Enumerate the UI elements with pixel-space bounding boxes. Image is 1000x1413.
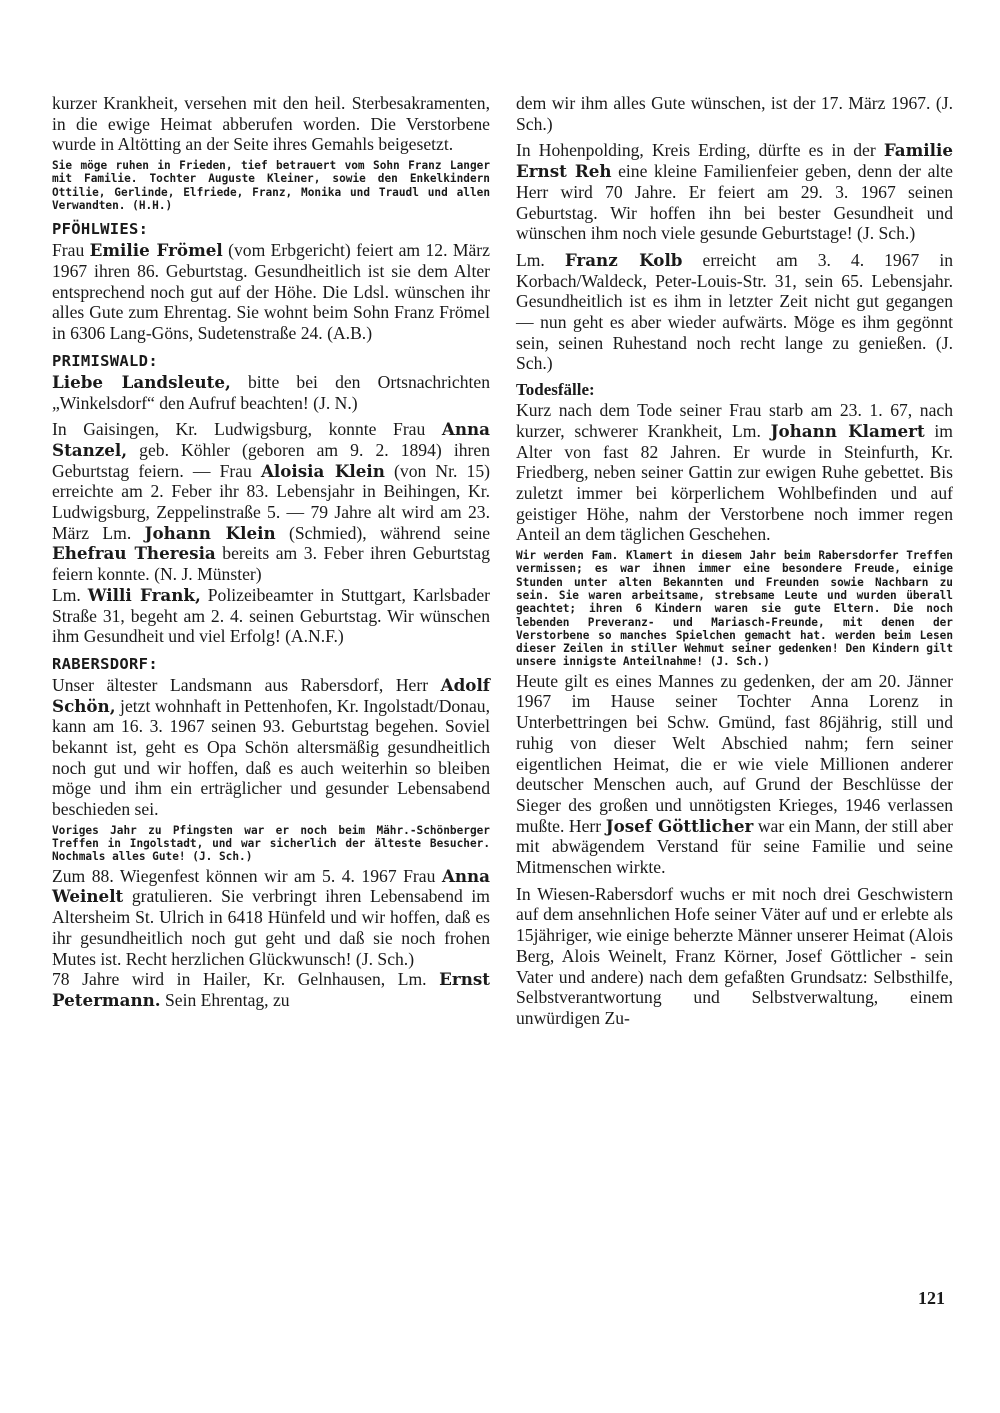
paragraph-froemel: Frau Emilie Frömel (vom Erbgericht) feiert am 12. März 1967 ihren 86. Geburtstag. Gesundheitlich ist sie dem Alter entsprechend noch gut auf der Höhe. Die Ldsl. wünschen ihr alles Gute zum Ehrentag. Sie wohnt beim Sohn Franz Frömel in 6306 Lang-Göns, Sudetenstraße 24. (A.B.) [52,240,490,344]
paragraph-obituary-end: kurzer Krankheit, versehen mit den heil. Sterbesakramenten, in die ewige Heimat abberufen worden. Die Verstorbene wurde in Altötting an der Seite ihres Gemahls beigesetzt. [52,93,490,155]
paragraph-reh: In Hohenpolding, Kreis Erding, dürfte es in der Familie Ernst Reh eine kleine Familienfeier geben, denn der alte Herr wird 70 Jahre. Er feiert am 29. 3. 1967 seinen Geburtstag. Wir hoffen ihn bei bester Gesundheit und wünschen ihm noch viele gesunde Geburtstage! (J. Sch.) [516,140,953,244]
paragraph-kolb: Lm. Franz Kolb erreicht am 3. 4. 1967 in Korbach/Waldeck, Peter-Louis-Str. 31, sein 65. Lebensjahr. Gesundheitlich ist es ihm in letzter Zeit nicht gut gegangen — nun geht es aber wieder aufwärts. Möge es ihm gegönnt sein, seinen Ruhestand noch recht lange zu genießen. (J. Sch.) [516,249,953,374]
paragraph-frank: Lm. Willi Frank, Polizeibeamter in Stuttgart, Karlsbader Straße 31, begeht am 2. 4. seinen Geburtstag. Wir wünschen ihm Gesundheit und viel Erfolg! (A.N.F.) [52,584,491,647]
note-pfingsten: Voriges Jahr zu Pfingsten war er noch beim Mähr.-Schönberger Treffen in Ingolstadt, und war sicherlich der älteste Besucher. Nochmals alles Gute! (J. Sch.) [52,823,490,864]
left-column [52,93,490,1011]
heading-rabersdorf: RABERSDORF: [52,654,158,673]
heading-todesfaelle: Todesfälle: [516,380,595,400]
paragraph-schoen: Unser ältester Landsmann aus Rabersdorf, Herr Adolf Schön, jetzt wohnhaft in Pettenhofen, Kr. Ingolstadt/Donau, kann am 16. 3. 1967 seinen 93. Geburtstag begehen. Soviel bekannt ist, geht es Opa Schön altersmäßig gesundheitlich noch gut und wir hoffen, daß es auch weiterhin so bleiben möge und ihm ein erträglicher und gesunder Lebensabend beschieden sei. [52,674,490,820]
note-mourning: Sie möge ruhen in Frieden, tief betrauert vom Sohn Franz Langer mit Familie. Tochter Auguste Kleiner, sowie den Enkelkindern Ottilie, Gerlinde, Elfriede, Franz, Monika und Traudl und allen Verwandten. (H.H.) [52,159,490,212]
paragraph-gaisingen: In Gaisingen, Kr. Ludwigsburg, konnte Frau Anna Stanzel, geb. Köhler (geboren am 9. 2. 1894) ihren Geburtstag feiern. — Frau Aloisia Klein (von Nr. 15) erreichte am 2. Feber ihr 83. Lebensjahr in Beihingen, Kr. Ludwigsburg, Zeppelinstraße 5. — 79 Jahre alt wird am 23. März Lm. Johann Klein (Schmied), während seine Ehefrau Theresia bereits am 3. Feber ihren Geburtstag feiern konnte. (N. J. Münster) [52,419,491,585]
page-number: 121 [918,1288,945,1308]
paragraph-klamert: Kurz nach dem Tode seiner Frau starb am 23. 1. 67, nach kurzer, schwerer Krankheit, Lm. Johann Klamert im Alter von fast 82 Jahren. Er wurde in Steinfurth, Kr. Friedberg, neben seiner Gattin zur ewigen Ruhe gebettet. Bis zuletzt immer bei körperlichem Wohlbefinden und auf geistiger Höhe, nahm der Verstorbene noch immer regen Anteil an dem täglichen Geschehen. [516,400,953,545]
paragraph-weinelt: Zum 88. Wiegenfest können wir am 5. 4. 1967 Frau Anna Weinelt gratulieren. Sie verbringt ihren Lebensabend im Altersheim St. Ulrich in 6418 Hünfeld und wir hoffen, daß es ihr gesundheitlich noch gut geht und daß sie noch frohen Mutes ist. Recht herzlichen Glückwunsch! (J. Sch.) [52,865,490,969]
heading-primiswald: PRIMISWALD: [52,351,158,370]
paragraph-petermann-cont: dem wir ihm alles Gute wünschen, ist der 17. März 1967. (J. Sch.) [516,93,953,134]
paragraph-aufruf: Liebe Landsleute, bitte bei den Ortsnachrichten „Winkelsdorf“ den Aufruf beachten! (J. N.) [52,371,490,413]
note-klamert: Wir werden Fam. Klamert in diesem Jahr beim Rabersdorfer Treffen vermissen; es war ihnen immer eine besondere Freude, einige Stunden unter alten Bekannten und Freunden sowie Nachbarn zu sein. Sie waren arbeitsame, strebsame Leute und wurden überall geachtet; ihren 6 Kindern waren sie gute Eltern. Die noch lebenden Preveranz- und Mariasch-Freunde, mit denen der Verstorbene so manches Spielchen gemacht hat. werden beim Lesen dieser Zeilen in stiller Wehmut seiner gedenken! Den Kindern gilt unsere innigste Anteilnahme! (J. Sch.) [516,549,953,669]
paragraph-goettlicher: Heute gilt es eines Mannes zu gedenken, der am 20. Jänner 1967 im Hause seiner Tochter Anna Lorenz in Unterbettringen bei Schw. Gmünd, fast 86jährig, still und ruhig von dieser Welt Abschied nahm; fern seiner eigentlichen Heimat, die er wie viele Millionen anderer deutscher Menschen auch, auf Grund der Beschlüsse der Sieger des großen und unnötigsten Krieges, 1946 verlassen mußte. Herr Josef Göttlicher war ein Mann, der still aber mit abwägendem Verstand für seine Familie und seine Mitmenschen wirkte. [516,670,953,878]
heading-pfoehlwies: PFÖHLWIES: [52,220,149,239]
paragraph-wiesen: In Wiesen-Rabersdorf wuchs er mit noch drei Geschwistern auf dem ansehnlichen Hofe seiner Väter auf und er erlebte als 15jähriger, wie einige beherzte Männer unserer Heimat (Alois Berg, Alois Weinelt, Franz Körner, Josef Göttlicher - sein Vater und andere) nach dem gefaßten Grundsatz: Selbsthilfe, Selbstverantwortung und Selbstverwaltung, einem unwürdigen Zu- [516,883,954,1028]
paragraph-petermann: 78 Jahre wird in Hailer, Kr. Gelnhausen, Lm. Ernst Petermann. Sein Ehrentag, zu [52,969,490,1010]
right-column [516,93,953,1029]
